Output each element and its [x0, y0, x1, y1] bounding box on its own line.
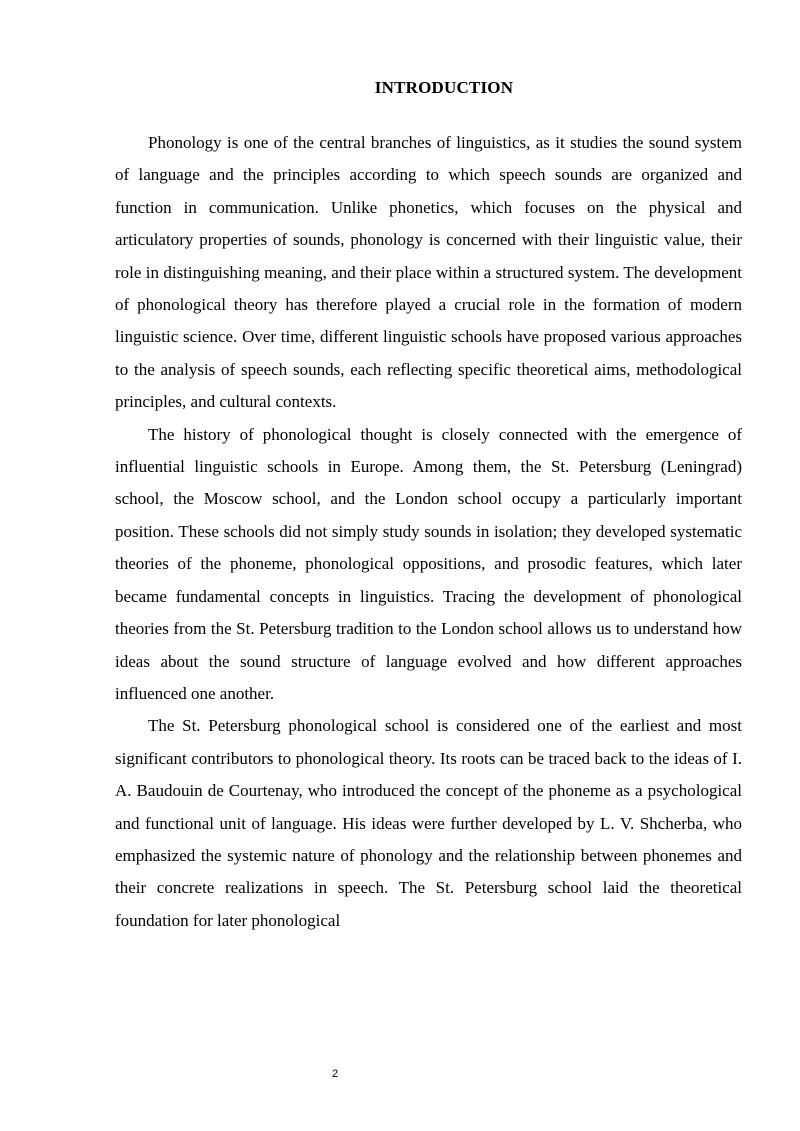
paragraph-2: The history of phonological thought is closely connected with the emergence of influential linguistic schools in Europe. Among them, the St. Petersburg (Leningrad) school, the Moscow school, and the London school occupy a particularly important position. These schools did not simply study sounds in isolation; they developed systematic theories of the phoneme, phonological oppositions, and prosodic features, which later became fundamental concepts in linguistics. Tracing the development of phonological theories from the St. Petersburg tradition to the London school allows us to understand how ideas about the sound structure of language evolved and how different approaches influenced one another. — [115, 424, 742, 703]
paragraph-1: Phonology is one of the central branches of linguistics, as it studies the sound system of language and the principles according to which speech sounds are organized and function in communication. Unlike phonetics, which focuses on the physical and articulatory properties of sounds, phonology is concerned with their linguistic value, their role in distinguishing meaning, and their place within a structured system. The development of phonological theory has therefore played a crucial role in the formation of modern linguistic science. Over time, different linguistic schools have proposed various approaches to the analysis of speech sounds, each reflecting specific theoretical aims, methodological principles, and cultural contexts. — [115, 133, 742, 412]
paragraph-3: The St. Petersburg phonological school is considered one of the earliest and most significant contributors to phonological theory. Its roots can be traced back to the ideas of I. A. Baudouin de Courtenay, who introduced the concept of the phoneme as a psychological and functional unit of language. His ideas were further developed by L. V. Shcherba, who emphasized the systemic nature of phonology and the relationship between phonemes and their concrete realizations in speech. The St. Petersburg school laid the theoretical foundation for later phonological — [115, 716, 742, 930]
page-number: 2 — [331, 1068, 339, 1080]
section-heading: INTRODUCTION — [374, 78, 514, 97]
body-text — [115, 127, 742, 937]
